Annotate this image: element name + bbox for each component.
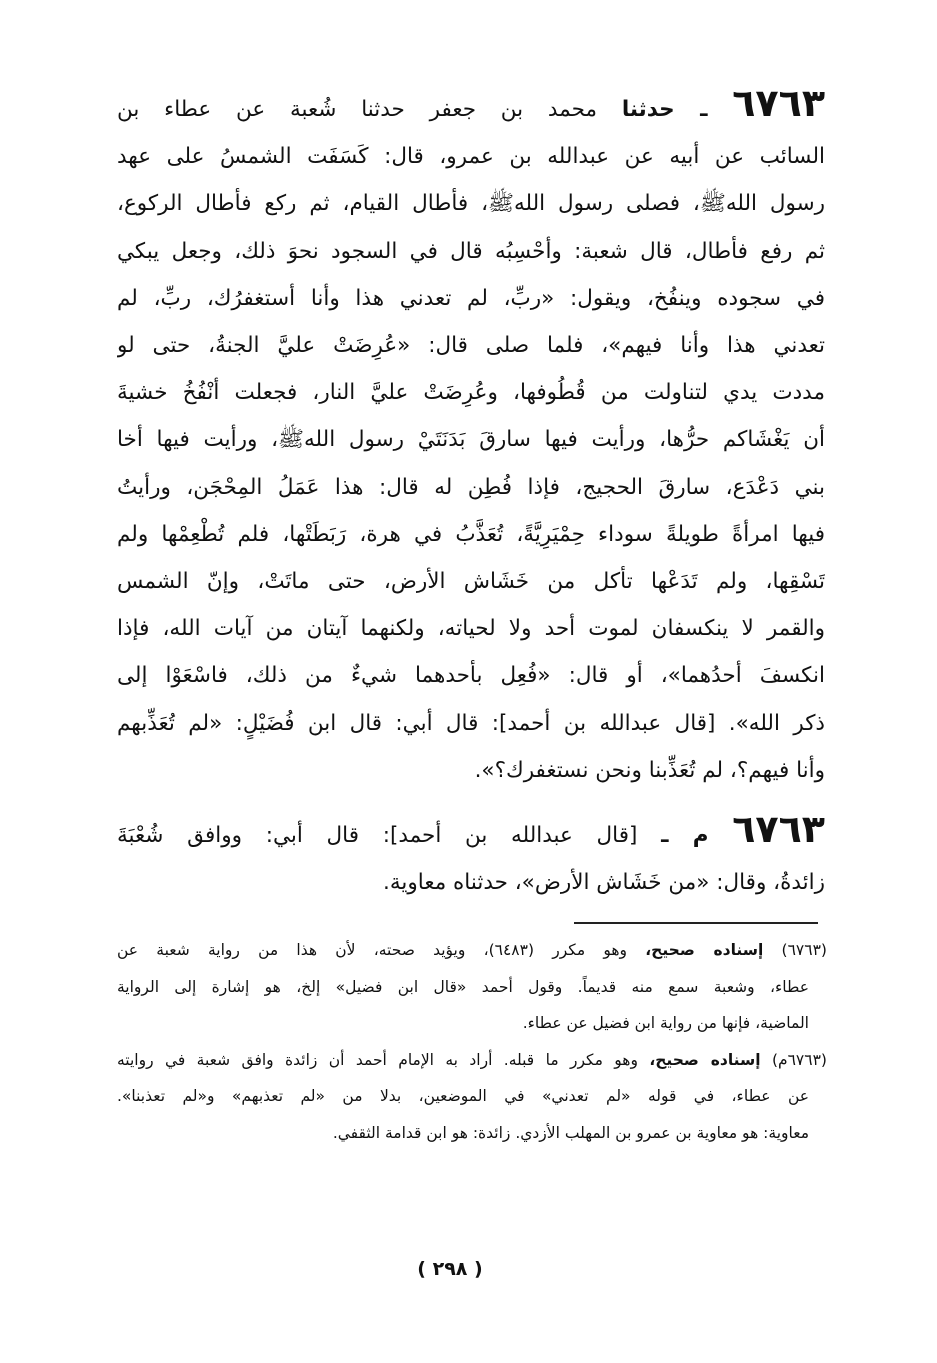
hadith-line: أن يَغْشَاكم حرُّها، ورأيت فيها سارقَ بَدَنَتَيْ رسول اللهﷺ، ورأيت فيها أخا: [117, 427, 825, 453]
footnote-ref: (٦٧٦٣م): [771, 1050, 827, 1069]
hadith-line: [117, 80, 825, 133]
hadith-line: والقمر لا ينكسفان لموت أحد ولا لحياته، ولكنهما آيتان من آيات الله، فإذا: [117, 616, 825, 642]
hadith-number: ٦٧٦٣: [732, 81, 825, 125]
hadith-line: [117, 806, 825, 859]
footnote-text: وهو مكرر ما قبله. أراد به الإمام أحمد أن زائدة وافق شعبة في روايته: [117, 1050, 638, 1069]
hadith-line: فيها امرأةً طويلةً سوداء حِمْيَرِيَّةً، تُعَذَّبُ في هرة، رَبَطَتْها، فلم تُطْعِمْها ولم: [117, 521, 825, 547]
footnote-line: [117, 932, 827, 969]
page-number: ( ٢٩٨ ): [417, 1258, 483, 1280]
hadith-line: زائدةُ، وقال: «من خَشَاش الأرض»، حدثناه معاوية.: [383, 870, 825, 895]
hadith-line: تَسْقِها، ولم تَدَعْها تأكل من خَشَاش الأرض، حتى ماتَتْ، وإنّ الشمس: [117, 569, 825, 595]
footnote-line: عطاء، وشعبة سمع منه قديماً. وقول أحمد «قال ابن فضيل» إلخ، هو إشارة إلى الرواية: [117, 977, 809, 996]
footnote-ref: (٦٧٦٣): [781, 941, 827, 959]
hadith-line: تعدني هذا وأنا فيهم»، فلما صلى قال: «عُرِضَتْ عليَّ الجنةُ، حتى لو: [117, 333, 825, 359]
footnote-divider: [574, 922, 818, 924]
hadith-number: ٦٧٦٣: [732, 807, 825, 851]
hadith-line: بني دَعْدَع، سارقَ الحجيج، فإذا فُطِن له قال: هذا عَمَلُ المِحْجَن، ورأيتُ: [117, 474, 825, 500]
hadith-suffix: م ـ: [661, 823, 709, 848]
hadith-text: محمد بن جعفر حدثنا شُعبة عن عطاء بن: [117, 97, 598, 122]
footnotes: [117, 932, 827, 1151]
footnote-line: معاوية: هو معاوية بن عمرو بن المهلب الأزدي. زائدة: هو ابن قدامة الثقفي.: [332, 1123, 809, 1142]
footnote-grade: إسناده صحيح،: [645, 941, 764, 959]
footnote-line: الماضية، فإنها من رواية ابن فضيل عن عطاء.: [522, 1014, 809, 1032]
footnote-line: [117, 1042, 827, 1079]
hadith-6763: [117, 80, 825, 794]
hadith-6763-m: [117, 806, 825, 906]
hadith-line: مددت يدي لتناولت من قُطُوفها، وعُرِضَتْ عليَّ النار، فجعلت أنْفُخُ خشيةَ: [117, 380, 825, 406]
hadith-line: رسول اللهﷺ، فصلى رسول اللهﷺ، فأطال القيام، ثم ركع فأطال الركوع،: [117, 191, 825, 217]
hadith-line: في سجوده وينفُخ، ويقول: «ربِّ، لم تعدني هذا وأنا أستغفرُك، ربِّ، لم: [117, 285, 825, 311]
hadith-line: ذكر الله». [قال عبدالله بن أحمد]: قال أبي: قال ابن فُضَيْلٍ: «لم تُعَذِّبهم: [117, 710, 825, 736]
hadith-line: ثم رفع فأطال، قال شعبة: وأحْسِبُه قال في السجود نحوَ ذلك، وجعل يبكي: [117, 238, 825, 264]
hadith-line: السائب عن أبيه عن عبدالله بن عمرو، قال: كَسَفَت الشمسُ على عهد: [117, 144, 825, 170]
hadith-line: انكسفَ أحدُهما»، أو قال: «فُعِل بأحدهما شيءٌ من ذلك، فاسْعَوْا إلى: [117, 663, 825, 689]
footnote-text: وهو مكرر (٦٤٨٣)، ويؤيد صحته، لأن هذا من رواية شعبة عن: [117, 941, 628, 959]
hadith-line: وأنا فيهم؟، لم تُعَذِّبنا ونحن نستغفرك؟».: [474, 757, 825, 783]
footnote-line: عن عطاء، في قوله «لم تعدني» في الموضعين، بدلا من «لم تعذبهم» و«لم تعذبنا».: [117, 1087, 809, 1105]
hadith-text: [قال عبدالله بن أحمد]: قال أبي: ووافق شُعْبَةَ: [117, 823, 638, 848]
hadith-lead: ـ حدثنا: [621, 97, 708, 122]
footnote-grade: إسناده صحيح،: [649, 1050, 761, 1069]
